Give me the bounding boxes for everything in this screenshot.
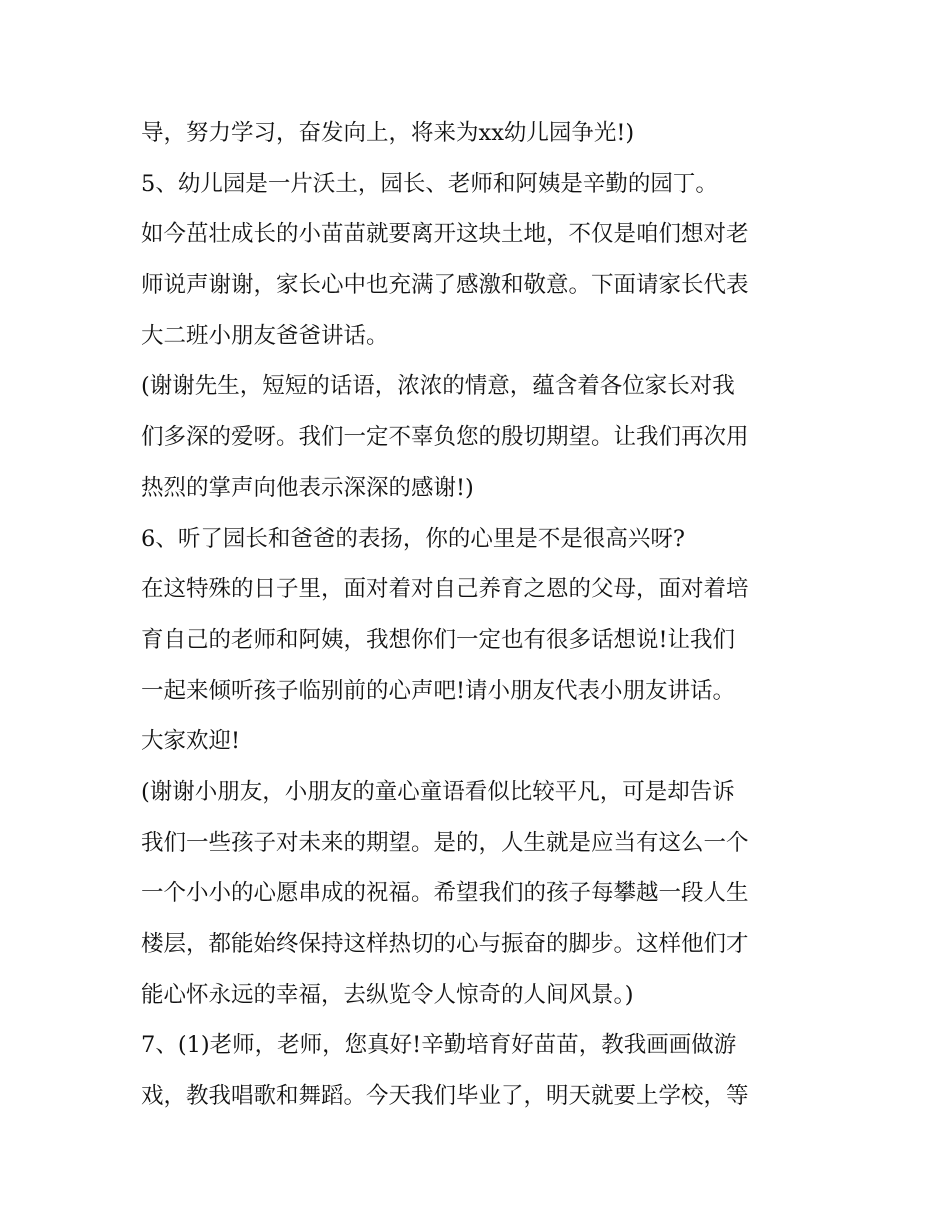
text-line: 大家欢迎! — [141, 728, 241, 755]
text-line: 6、听了园长和爸爸的表扬，你的心里是不是很高兴呀? — [141, 525, 685, 552]
text-line: 导，努力学习，奋发向上，将来为xx幼儿园争光!) — [141, 120, 635, 146]
text-line: 7、(1)老师，老师，您真好!辛勤培育好苗苗，教我画画做游 — [141, 1032, 737, 1059]
text-line: 如今茁壮成长的小苗苗就要离开这块土地，不仅是咱们想对老 — [141, 221, 749, 248]
document-body — [141, 108, 821, 1122]
text-line: 师说声谢谢，家长心中也充满了感激和敬意。下面请家长代表 — [141, 272, 749, 299]
text-line: 热烈的掌声向他表示深深的感谢!) — [141, 474, 474, 501]
text-line: 一起来倾听孩子临别前的心声吧!请小朋友代表小朋友讲话。 — [141, 677, 736, 704]
text-line: 戏，教我唱歌和舞蹈。今天我们毕业了，明天就要上学校，等 — [141, 1083, 749, 1110]
text-line: 一个小小的心愿串成的祝福。希望我们的孩子每攀越一段人生 — [141, 880, 749, 907]
text-line: 能心怀永远的幸福，去纵览令人惊奇的人间风景。) — [141, 981, 634, 1008]
text-line: (谢谢先生，短短的话语，浓浓的情意，蕴含着各位家长对我 — [141, 373, 735, 400]
text-line: 5、幼儿园是一片沃土，园长、老师和阿姨是辛勤的园丁。 — [141, 170, 718, 197]
text-line: (谢谢小朋友，小朋友的童心童语看似比较平凡，可是却告诉 — [141, 778, 735, 805]
text-line: 们多深的爱呀。我们一定不辜负您的殷切期望。让我们再次用 — [141, 424, 749, 451]
text-line: 我们一些孩子对未来的期望。是的，人生就是应当有这么一个 — [141, 829, 749, 856]
text-line: 在这特殊的日子里，面对着对自己养育之恩的父母，面对着培 — [141, 576, 749, 603]
text-line: 大二班小朋友爸爸讲话。 — [141, 322, 389, 349]
text-line: 楼层，都能始终保持这样热切的心与振奋的脚步。这样他们才 — [141, 931, 749, 957]
text-line: 育自己的老师和阿姨，我想你们一定也有很多话想说!让我们 — [141, 626, 736, 653]
